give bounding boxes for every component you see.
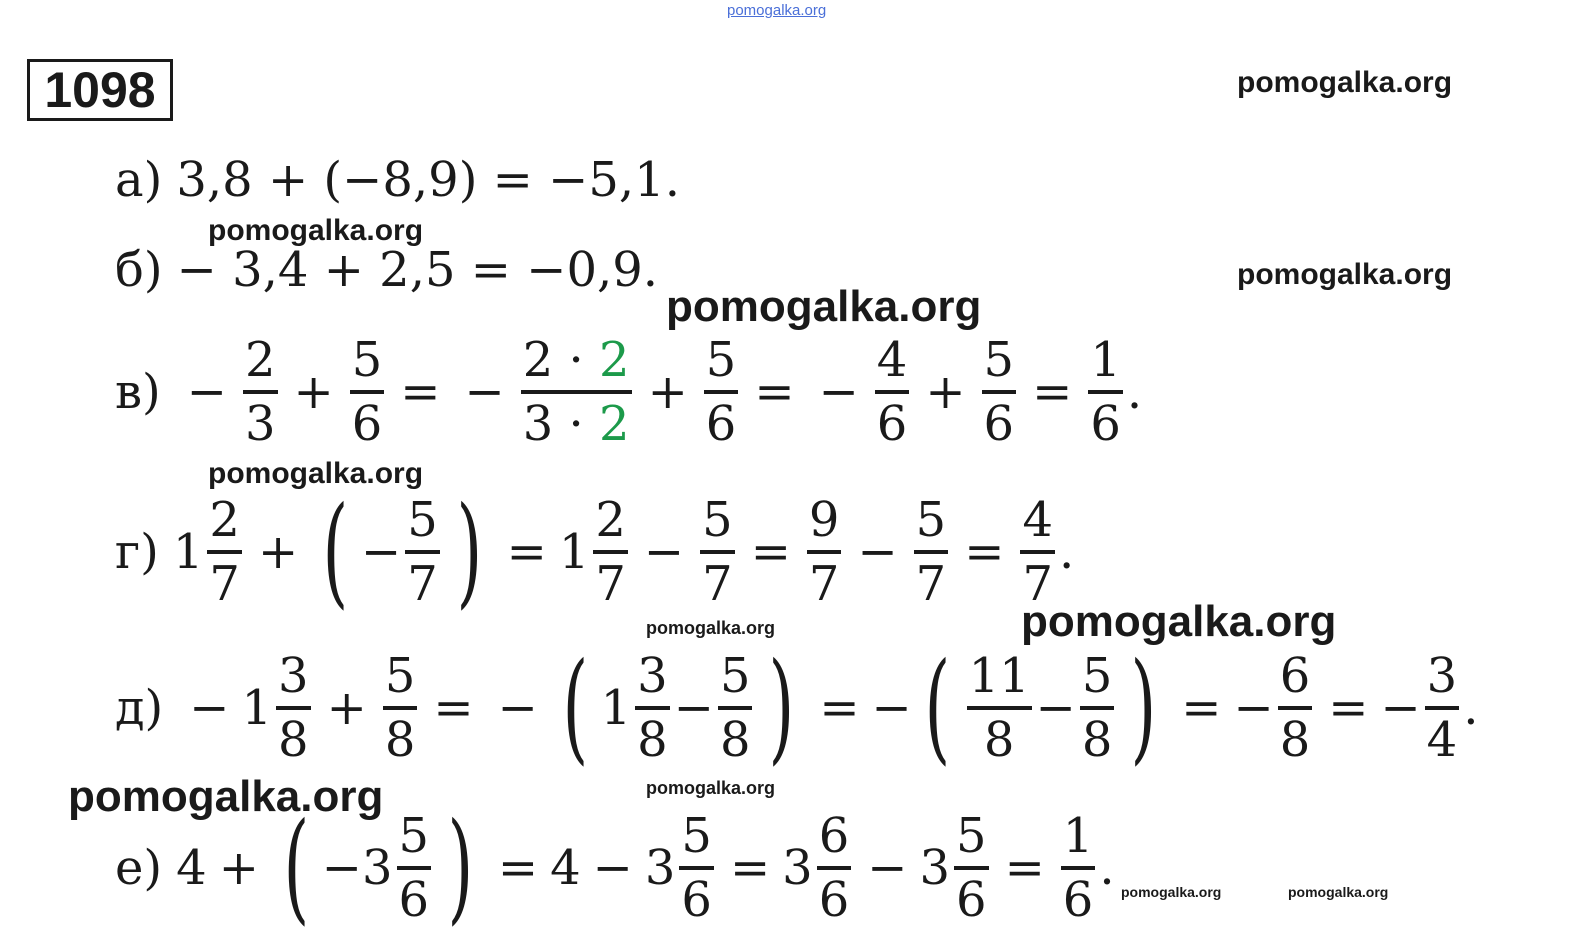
watermark: pomogalka.org <box>1237 66 1453 99</box>
expression: 3,8 + (−8,9) = −5,1. <box>176 152 680 208</box>
fraction: $\frac{4}{7}$ <box>1022 492 1053 612</box>
fraction: $\frac{5}{6}$ <box>351 332 383 452</box>
mixed-number: 3 $\frac{5}{6}$ <box>919 808 987 928</box>
minus-sign: − <box>497 680 538 736</box>
watermark: pomogalka.org <box>1237 258 1453 291</box>
plus-sign: + <box>218 840 259 896</box>
period: . <box>1099 840 1115 896</box>
solution-row-d <box>115 638 1479 777</box>
row-label: б) <box>115 242 163 298</box>
plus-sign: + <box>293 364 334 420</box>
mixed-number: 3 $\frac{6}{6}$ <box>782 808 850 928</box>
fraction: $\frac{5}{8}$ <box>719 648 751 768</box>
row-label: а) <box>115 152 163 208</box>
right-paren: ) <box>447 798 474 937</box>
equals-sign: = <box>729 840 771 896</box>
fraction: $\frac{4}{6}$ <box>876 332 908 452</box>
minus-sign: − <box>857 524 898 580</box>
equals-sign: = <box>819 680 860 736</box>
watermark-top: pomogalka.org <box>727 2 827 19</box>
equals-sign: = <box>1032 364 1073 420</box>
solution-row-g <box>115 482 1075 621</box>
mixed-number: 1 $\frac{3}{8}$ <box>241 648 309 768</box>
solution-row-v <box>115 332 1143 452</box>
period: . <box>1463 680 1479 736</box>
solution-row-e: е) 4 + ( − 3 $\frac{5}{6}$ ) = 4 − 3 $\frac{5}{6}$ = 3 $\frac{6}{6}$ − 3 $\frac{5}{6}$ = $\frac{1}{6}$ . <box>115 798 1115 937</box>
watermark: pomogalka.org <box>1288 884 1389 900</box>
right-paren: ) <box>456 482 483 621</box>
solution-row-b <box>115 242 659 298</box>
watermark: pomogalka.org <box>208 457 424 490</box>
plus-sign: + <box>647 364 688 420</box>
watermark: pomogalka.org <box>1021 597 1337 646</box>
row-label: д) <box>115 680 164 736</box>
equals-sign: = <box>506 524 547 580</box>
period: . <box>1126 364 1143 420</box>
equals-sign: = <box>754 364 795 420</box>
minus-sign: − <box>464 364 505 420</box>
fraction: $\frac{6}{8}$ <box>1279 648 1311 768</box>
minus-sign: − <box>321 840 362 896</box>
fraction: $\frac{2}{3}$ <box>244 332 276 452</box>
mixed-number: 3 $\frac{5}{6}$ <box>361 808 430 928</box>
watermark: pomogalka.org <box>666 282 982 331</box>
mixed-number: 1 $\frac{2}{7}$ <box>172 492 240 612</box>
watermark: pomogalka.org <box>68 772 384 821</box>
fraction: $\frac{3}{4}$ <box>1426 648 1458 768</box>
minus-sign: − <box>673 680 714 736</box>
fraction: $\frac{5}{6}$ <box>705 332 737 452</box>
mixed-number: 1 $\frac{2}{7}$ <box>558 492 626 612</box>
left-paren: ( <box>562 638 589 777</box>
minus-sign: − <box>1233 680 1274 736</box>
fraction: $\frac{5}{8}$ <box>384 648 416 768</box>
watermark: pomogalka.org <box>1121 884 1222 900</box>
period: . <box>1058 524 1075 580</box>
row-label: е) <box>115 840 163 896</box>
equals-sign: = <box>497 840 539 896</box>
right-paren: ) <box>769 638 795 777</box>
equals-sign: = <box>433 680 474 736</box>
watermark: pomogalka.org <box>646 778 776 798</box>
equals-sign: = <box>1181 680 1222 736</box>
plus-sign: + <box>257 524 299 580</box>
fraction: $\frac{5}{7}$ <box>915 492 947 612</box>
minus-sign: − <box>1035 680 1076 736</box>
equals-sign: = <box>1328 680 1369 736</box>
minus-sign: − <box>361 524 402 580</box>
minus-sign: − <box>867 840 908 896</box>
plus-sign: + <box>326 680 367 736</box>
fraction: $\frac{5}{7}$ <box>407 492 438 612</box>
right-paren: ) <box>1130 638 1157 777</box>
row-label: г) <box>115 524 159 580</box>
fraction: $\frac{1}{6}$ <box>1062 808 1094 928</box>
fraction: $\frac{5}{6}$ <box>983 332 1015 452</box>
minus-sign: − <box>643 524 685 580</box>
minus-sign: − <box>818 364 859 420</box>
fraction: $\frac{5}{7}$ <box>702 492 733 612</box>
equals-sign: = <box>964 524 1005 580</box>
fraction: $\frac{5}{8}$ <box>1081 648 1113 768</box>
minus-sign: − <box>1380 680 1421 736</box>
fraction: $\frac{1}{6}$ <box>1090 332 1121 452</box>
minus-sign: − <box>592 840 633 896</box>
minus-sign: − <box>189 680 230 736</box>
expression: − 3,4 + 2,5 = −0,9. <box>176 242 659 298</box>
plus-sign: + <box>925 364 966 420</box>
fraction: $\frac{2 \cdot 2}{3 \cdot 2}$ <box>522 332 630 452</box>
left-paren: ( <box>322 482 349 621</box>
watermark: pomogalka.org <box>646 618 776 638</box>
equals-sign: = <box>750 524 791 580</box>
minus-sign: − <box>871 680 912 736</box>
mixed-number: 3 $\frac{5}{6}$ <box>644 808 712 928</box>
fraction: $\frac{11}{8}$ <box>968 648 1030 768</box>
equals-sign: = <box>400 364 441 420</box>
watermark: pomogalka.org <box>208 214 424 247</box>
fraction: $\frac{9}{7}$ <box>808 492 840 612</box>
task-number: 1098 <box>27 59 173 121</box>
left-paren: ( <box>924 638 951 777</box>
equals-sign: = <box>1004 840 1045 896</box>
left-paren: ( <box>283 798 310 937</box>
mixed-number: 1 $\frac{3}{8}$ <box>600 648 668 768</box>
solution-row-a <box>115 152 680 208</box>
minus-sign: − <box>186 364 227 420</box>
row-label: в) <box>115 364 161 420</box>
